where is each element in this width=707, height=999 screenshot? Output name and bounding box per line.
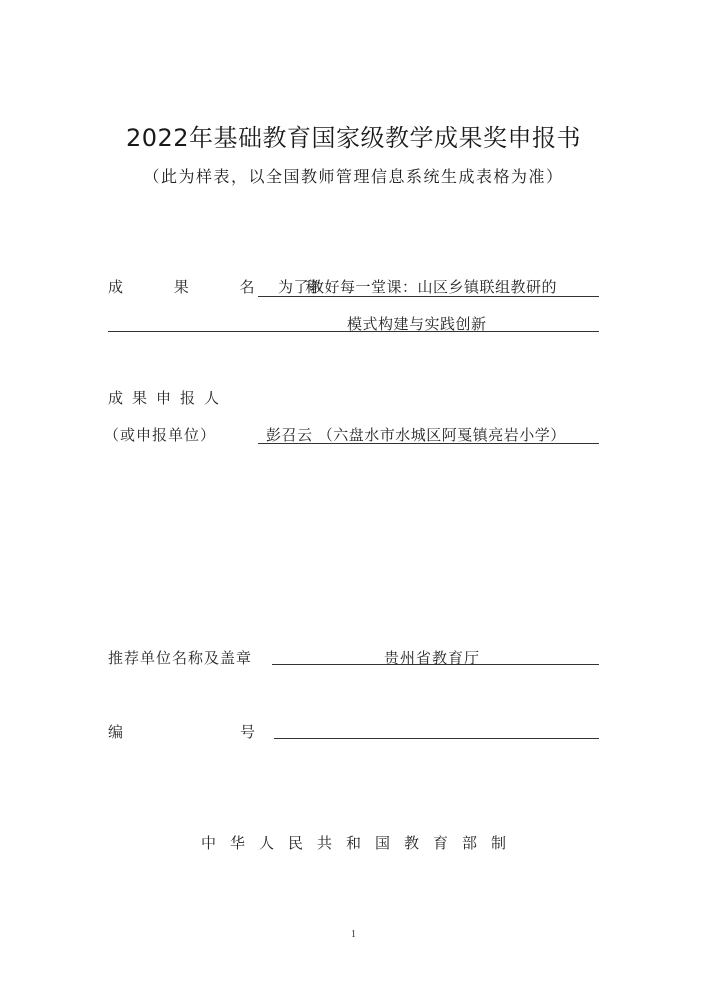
applicant-label: 成果申报人: [108, 389, 229, 407]
achievement-name-value-line2: 模式构建与实践创新: [347, 315, 487, 333]
achievement-name-value-line1: 为了教好每一堂课：山区乡镇联组教研的: [278, 278, 558, 296]
applicant-underline: [258, 443, 599, 444]
document-subtitle: （此为样表，以全国教师管理信息系统生成表格为准）: [143, 167, 564, 186]
serial-number-underline: [274, 738, 599, 739]
recommending-unit-value: 贵州省教育厅: [384, 649, 481, 667]
serial-number-label-right: 号: [240, 723, 256, 741]
issuer-text: 中华人民共和国教育部制: [200, 834, 520, 852]
achievement-name-label: 成 果 名 称: [108, 278, 344, 296]
serial-number-label-left: 编: [108, 723, 124, 741]
recommending-unit-underline: [272, 664, 599, 665]
document-title: 2022年基础教育国家级教学成果奖申报书: [125, 124, 582, 152]
applicant-label-sub: （或申报单位）: [104, 426, 217, 444]
achievement-name-underline-2: [108, 331, 599, 332]
recommending-unit-label: 推荐单位名称及盖章: [108, 649, 253, 667]
achievement-name-underline-1: [258, 296, 599, 297]
applicant-value: 彭召云 （六盘水市水城区阿戛镇亮岩小学）: [266, 426, 566, 444]
page-number: 1: [351, 929, 356, 940]
